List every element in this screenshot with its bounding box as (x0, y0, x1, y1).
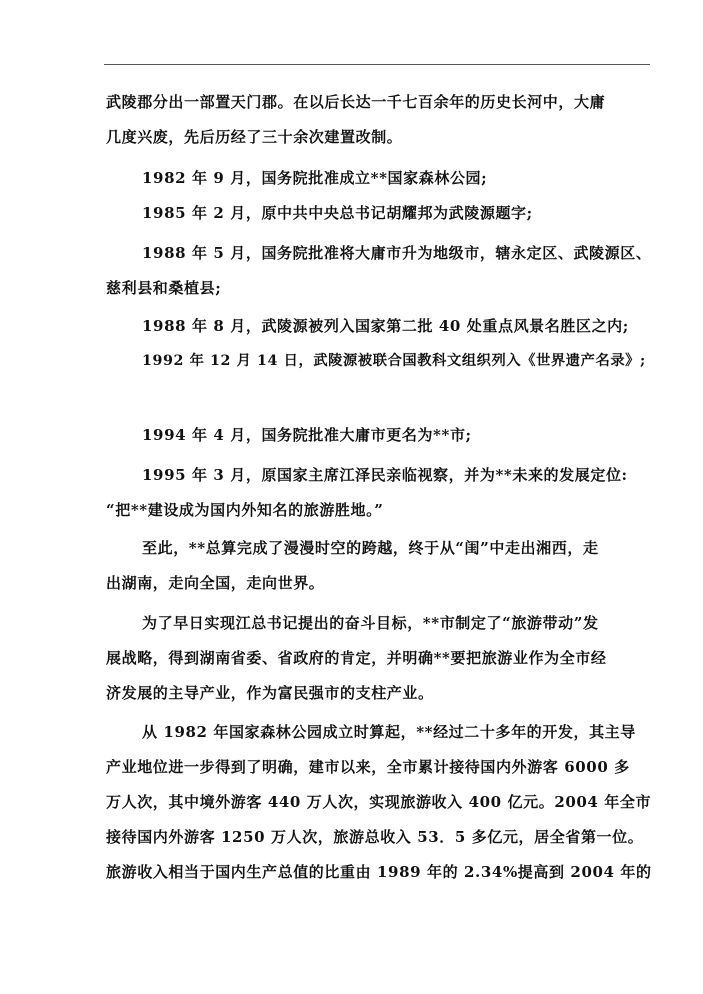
text-line: 接待国内外游客 1250 万人次，旅游总收入 53．5 多亿元，居全省第一位。 (106, 828, 644, 846)
text-line: 几度兴废，先后历经了三十余次建置改制。 (106, 128, 403, 146)
text-line: 济发展的主导产业，作为富民强市的支柱产业。 (106, 684, 434, 702)
text-line: 旅游收入相当于国内生产总值的比重由 1989 年的 2.34%提高到 2004 年的 (106, 863, 652, 881)
text-line: 从 1982 年国家森林公园成立时算起，**经过二十多年的开发，其主导 (142, 723, 636, 741)
text-line: 产业地位进一步得到了明确，建市以来，全市累计接待国内外游客 6000 多 (106, 758, 630, 776)
text-line: 1985 年 2 月，原中共中央总书记胡耀邦为武陵源题字; (142, 204, 533, 222)
text-line: 展战略，得到湖南省委、省政府的肯定，并明确**要把旅游业作为全市经 (106, 649, 607, 667)
text-line: 武陵郡分出一部置天门郡。在以后长达一千七百余年的历史长河中，大庸 (106, 93, 606, 111)
text-line: 1988 年 8 月，武陵源被列入国家第二批 40 处重点风景名胜区之内; (142, 317, 629, 335)
text-line: 1995 年 3 月，原国家主席江泽民亲临视察，并为**未来的发展定位: (142, 466, 628, 484)
text-line: 至此，**总算完成了漫漫时空的跨越，终于从“闺”中走出湘西，走 (142, 539, 599, 557)
text-line: 1994 年 4 月，国务院批准大庸市更名为**市; (142, 426, 472, 444)
text-line: 为了早日实现江总书记提出的奋斗目标，**市制定了“旅游带动”发 (142, 614, 599, 632)
text-line: 1988 年 5 月，国务院批准将大庸市升为地级市，辖永定区、武陵源区、 (142, 244, 652, 262)
text-line: 1992 年 12 月 14 日，武陵源被联合国教科文组织列入《世界遗产名录》; (142, 353, 646, 369)
text-line: 1982 年 9 月，国务院批准成立**国家森林公园; (142, 169, 488, 187)
text-line: 万人次，其中境外游客 440 万人次，实现旅游收入 400 亿元。2004 年全市 (106, 793, 652, 811)
text-line: 慈利县和桑植县; (106, 279, 222, 297)
header-rule (104, 64, 650, 65)
text-line: “把**建设成为国内外知名的旅游胜地。” (106, 501, 384, 519)
text-line: 出湖南，走向全国，走向世界。 (106, 574, 325, 592)
